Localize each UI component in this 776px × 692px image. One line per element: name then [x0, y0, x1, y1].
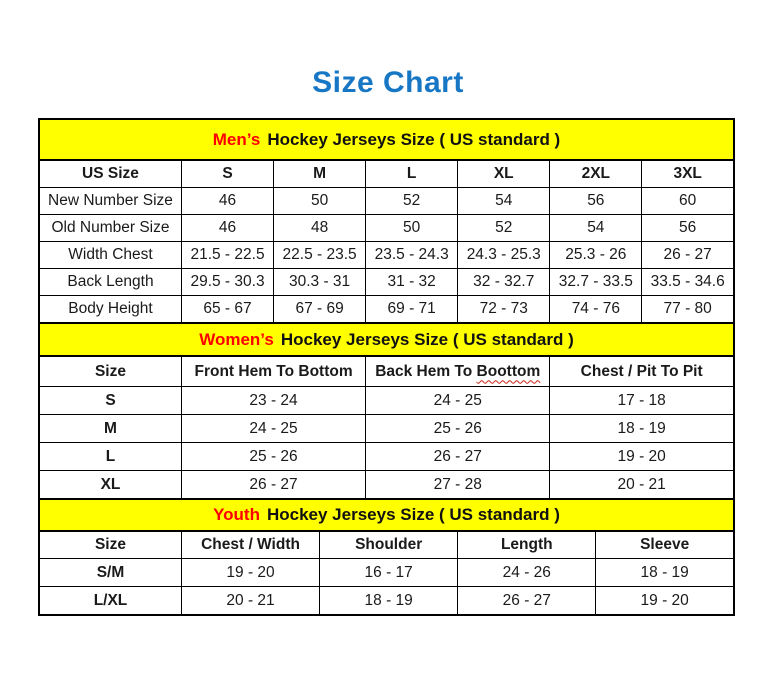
banner-highlight-text: Youth: [213, 505, 260, 524]
size-cell: 17 - 18: [550, 387, 734, 415]
size-table: [38, 159, 735, 324]
size-table: [38, 355, 735, 500]
size-cell: 69 - 71: [366, 296, 458, 324]
size-cell: 77 - 80: [642, 296, 734, 324]
table-row: [39, 296, 734, 324]
size-cell: 22.5 - 23.5: [274, 242, 366, 269]
row-label: XL: [39, 471, 181, 500]
table-row: [39, 387, 734, 415]
size-cell: 19 - 20: [181, 559, 319, 587]
size-cell: 26 - 27: [181, 471, 365, 500]
header-row: [39, 160, 734, 188]
table-row: [39, 443, 734, 471]
size-cell: 23 - 24: [181, 387, 365, 415]
row-label: S/M: [39, 559, 181, 587]
column-header: XL: [458, 160, 550, 188]
table-row: [39, 269, 734, 296]
column-header: S: [181, 160, 273, 188]
row-label: Width Chest: [39, 242, 181, 269]
table-row: [39, 471, 734, 500]
size-cell: 52: [458, 215, 550, 242]
column-header: L: [366, 160, 458, 188]
column-header: 2XL: [550, 160, 642, 188]
column-header: Shoulder: [320, 531, 458, 559]
column-header: M: [274, 160, 366, 188]
column-header: Front Hem To Bottom: [181, 356, 365, 387]
size-cell: 56: [642, 215, 734, 242]
size-cell: 56: [550, 188, 642, 215]
size-cell: 31 - 32: [366, 269, 458, 296]
size-cell: 21.5 - 22.5: [181, 242, 273, 269]
size-cell: 26 - 27: [458, 587, 596, 616]
column-header: Chest / Width: [181, 531, 319, 559]
table-row: [39, 587, 734, 616]
banner-highlight-text: Women’s: [199, 329, 274, 349]
size-cell: 18 - 19: [596, 559, 734, 587]
size-cell: 24 - 25: [366, 387, 550, 415]
row-label: L: [39, 443, 181, 471]
size-cell: 16 - 17: [320, 559, 458, 587]
table-row: [39, 188, 734, 215]
size-cell: 20 - 21: [550, 471, 734, 500]
header-row: [39, 531, 734, 559]
size-cell: 32.7 - 33.5: [550, 269, 642, 296]
column-header: Size: [39, 531, 181, 559]
column-header: US Size: [39, 160, 181, 188]
size-cell: 48: [274, 215, 366, 242]
column-header: Length: [458, 531, 596, 559]
size-cell: 50: [366, 215, 458, 242]
row-label: New Number Size: [39, 188, 181, 215]
size-cell: 60: [642, 188, 734, 215]
size-cell: 19 - 20: [550, 443, 734, 471]
section-banner: [38, 118, 735, 159]
section-youth: [38, 500, 735, 616]
row-label: Back Length: [39, 269, 181, 296]
row-label: S: [39, 387, 181, 415]
column-header: Size: [39, 356, 181, 387]
table-row: [39, 559, 734, 587]
row-label: L/XL: [39, 587, 181, 616]
section-mens: [38, 118, 735, 324]
size-cell: 18 - 19: [550, 415, 734, 443]
size-cell: 46: [181, 188, 273, 215]
page-title: Size Chart: [312, 66, 464, 99]
banner-rest-text: Hockey Jerseys Size ( US standard ): [266, 505, 560, 524]
size-cell: 67 - 69: [274, 296, 366, 324]
banner-rest-text: Hockey Jerseys Size ( US standard ): [267, 129, 561, 149]
table-row: [39, 215, 734, 242]
size-cell: 24 - 26: [458, 559, 596, 587]
banner-highlight-text: Men’s: [212, 129, 261, 149]
row-label: Body Height: [39, 296, 181, 324]
size-cell: 26 - 27: [366, 443, 550, 471]
size-cell: 33.5 - 34.6: [642, 269, 734, 296]
size-cell: 27 - 28: [366, 471, 550, 500]
size-cell: 50: [274, 188, 366, 215]
column-header: Chest / Pit To Pit: [550, 356, 734, 387]
size-cell: 25 - 26: [366, 415, 550, 443]
size-cell: 46: [181, 215, 273, 242]
size-cell: 74 - 76: [550, 296, 642, 324]
section-banner: [38, 500, 735, 530]
size-cell: 19 - 20: [596, 587, 734, 616]
section-banner: [38, 324, 735, 355]
row-label: Old Number Size: [39, 215, 181, 242]
size-cell: 54: [550, 215, 642, 242]
banner-rest-text: Hockey Jerseys Size ( US standard ): [280, 329, 574, 349]
table-row: [39, 415, 734, 443]
size-chart: [38, 118, 735, 616]
size-cell: 23.5 - 24.3: [366, 242, 458, 269]
size-cell: 26 - 27: [642, 242, 734, 269]
table-row: [39, 242, 734, 269]
column-header: Back Hem To Boottom: [366, 356, 550, 387]
size-cell: 24.3 - 25.3: [458, 242, 550, 269]
header-row: [39, 356, 734, 387]
column-header: 3XL: [642, 160, 734, 188]
size-cell: 52: [366, 188, 458, 215]
size-cell: 25 - 26: [181, 443, 365, 471]
size-cell: 65 - 67: [181, 296, 273, 324]
size-cell: 32 - 32.7: [458, 269, 550, 296]
column-header: Sleeve: [596, 531, 734, 559]
size-cell: 20 - 21: [181, 587, 319, 616]
size-cell: 24 - 25: [181, 415, 365, 443]
section-womens: [38, 324, 735, 500]
size-cell: 30.3 - 31: [274, 269, 366, 296]
size-cell: 54: [458, 188, 550, 215]
size-cell: 72 - 73: [458, 296, 550, 324]
misspelled-word: Boottom: [476, 362, 541, 380]
size-table: [38, 530, 735, 616]
row-label: M: [39, 415, 181, 443]
size-cell: 29.5 - 30.3: [181, 269, 273, 296]
size-cell: 18 - 19: [320, 587, 458, 616]
size-cell: 25.3 - 26: [550, 242, 642, 269]
